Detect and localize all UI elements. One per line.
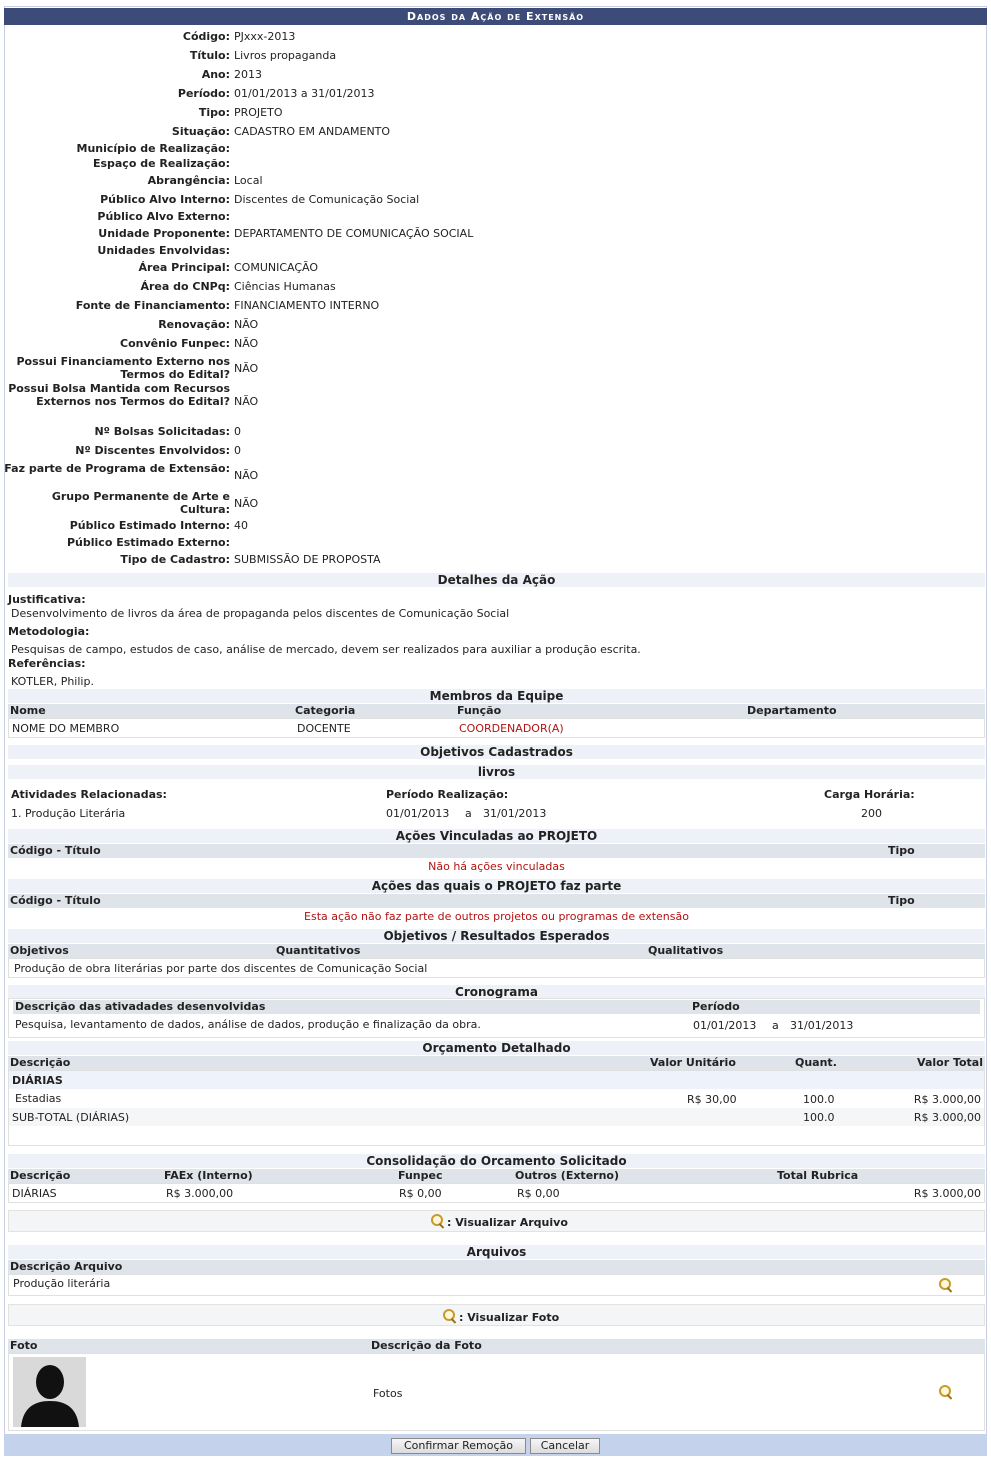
fotos-header (8, 1339, 985, 1353)
field-label: Faz parte de Programa de Extensão: (4, 462, 230, 475)
field-value: DEPARTAMENTO DE COMUNICAÇÃO SOCIAL (234, 227, 474, 240)
field-value: 0 (234, 444, 241, 457)
orcamento-header (8, 1056, 985, 1070)
col-descricao: Descrição (10, 1169, 71, 1182)
resultados-header (8, 944, 985, 958)
acoes-vinculadas-header (8, 844, 985, 858)
col-tipo: Tipo (888, 844, 915, 857)
field-label: Público Estimado Externo: (67, 536, 230, 549)
section-title-objetivos: Objetivos Cadastrados (8, 745, 985, 759)
magnifier-icon (431, 1214, 445, 1228)
section-title-detalhes: Detalhes da Ação (8, 573, 985, 587)
field-label: Tipo: (198, 106, 230, 119)
field-label: Situação: (171, 125, 230, 138)
field-label: Código: (182, 30, 230, 43)
subtotal-quant: 100.0 (803, 1111, 835, 1124)
avatar-silhouette-icon (13, 1357, 86, 1427)
justificativa-label: Justificativa: (8, 593, 86, 606)
consolidacao-header (8, 1169, 985, 1183)
orcamento-item-desc: Estadias (15, 1092, 62, 1105)
field-label: Convênio Funpec: (120, 337, 230, 350)
field-label: Nº Bolsas Solicitadas: (94, 425, 230, 438)
field-value: CADASTRO EM ANDAMENTO (234, 125, 391, 138)
field-value: 2013 (234, 68, 262, 81)
arquivo-descricao: Produção literária (13, 1277, 111, 1290)
field-value: NÃO (234, 318, 259, 331)
col-faex: FAEx (Interno) (164, 1169, 253, 1182)
col-periodo: Período (692, 1000, 740, 1013)
field-value: NÃO (234, 496, 259, 510)
section-title-consolidacao: Consolidação do Orcamento Solicitado (8, 1154, 985, 1168)
col-outros: Outros (Externo) (515, 1169, 619, 1182)
field-value: PROJETO (234, 106, 283, 119)
confirm-removal-button[interactable]: Confirmar Remoção (391, 1438, 526, 1454)
table-row (8, 1274, 985, 1296)
arquivos-header (8, 1260, 985, 1274)
legend-visualizar-arquivo-text: : Visualizar Arquivo (447, 1216, 568, 1229)
table-row (8, 1183, 985, 1203)
orcamento-item-unit: R$ 30,00 (687, 1093, 737, 1106)
col-qualitativos: Qualitativos (648, 944, 724, 957)
resultado-objetivo: Produção de obra literárias por parte dos discentes de Comunicação Social (14, 962, 428, 975)
field-value: FINANCIAMENTO INTERNO (234, 299, 380, 312)
consolidacao-faex: R$ 3.000,00 (166, 1187, 234, 1200)
col-descricao-atividades: Descrição das ativadades desenvolvidas (15, 1000, 266, 1013)
legend-visualizar-foto-text: : Visualizar Foto (459, 1311, 560, 1324)
empty-message: Esta ação não faz parte de outros projetos ou programas de extensão (304, 910, 689, 923)
cronograma-fim: 31/01/2013 (790, 1019, 854, 1032)
metodologia-label: Metodologia: (8, 625, 90, 638)
orcamento-item-total: R$ 3.000,00 (913, 1093, 981, 1106)
page-title: Dados da Ação de Extensão (4, 8, 987, 25)
atividade-carga: 200 (861, 807, 882, 820)
membro-funcao: COORDENADOR(A) (459, 722, 564, 735)
referencias-label: Referências: (8, 657, 86, 670)
cronograma-header (13, 1000, 980, 1014)
field-label: Unidades Envolvidas: (97, 244, 230, 257)
field-value: Discentes de Comunicação Social (234, 193, 420, 206)
consolidacao-desc: DIÁRIAS (12, 1187, 57, 1200)
photo-thumbnail[interactable] (13, 1357, 86, 1427)
col-nome: Nome (10, 704, 46, 717)
metodologia-text: Pesquisas de campo, estudos de caso, análise de mercado, devem ser realizados para auxiliar a produção escrita. (11, 643, 641, 656)
col-descricao-arquivo: Descrição Arquivo (10, 1260, 123, 1273)
col-funpec: Funpec (398, 1169, 443, 1182)
orcamento-body (8, 1070, 985, 1146)
col-objetivos: Objetivos (10, 944, 69, 957)
field-label: Tipo de Cadastro: (120, 553, 230, 566)
col-valor-unitario: Valor Unitário (650, 1056, 736, 1069)
field-label: Período: (177, 87, 230, 100)
foto-descricao: Fotos (373, 1387, 403, 1400)
magnifier-icon (443, 1309, 457, 1323)
section-title-cronograma: Cronograma (8, 985, 985, 999)
view-photo-icon[interactable] (939, 1385, 953, 1399)
justificativa-text: Desenvolvimento de livros da área de propaganda pelos discentes de Comunicação Social (11, 607, 510, 620)
consolidacao-outros: R$ 0,00 (517, 1187, 560, 1200)
col-valor-total: Valor Total (917, 1056, 983, 1069)
field-label: Possui Financiamento Externo nos Termos do Edital? (16, 355, 230, 381)
field-label: Fonte de Financiamento: (75, 299, 230, 312)
field-label: Espaço de Realização: (92, 157, 230, 170)
field-label: Público Estimado Interno: (69, 519, 230, 532)
cronograma-inicio: 01/01/2013 (693, 1019, 757, 1032)
section-title-arquivos: Arquivos (8, 1245, 985, 1259)
empty-message: Não há ações vinculadas (428, 860, 565, 873)
atividades-label: Atividades Relacionadas: (11, 788, 167, 801)
col-descricao-foto: Descrição da Foto (371, 1339, 482, 1352)
consolidacao-total: R$ 3.000,00 (913, 1187, 981, 1200)
section-title-orcamento: Orçamento Detalhado (8, 1041, 985, 1055)
objetivo-subtitle: livros (8, 765, 985, 779)
field-value: SUBMISSÃO DE PROPOSTA (234, 553, 381, 566)
field-value: 01/01/2013 a 31/01/2013 (234, 87, 375, 100)
field-value: NÃO (234, 337, 259, 350)
cronograma-descricao: Pesquisa, levantamento de dados, análise de dados, produção e finalização da obra. (15, 1018, 481, 1031)
col-codigo-titulo: Código - Título (10, 844, 101, 857)
consolidacao-funpec: R$ 0,00 (399, 1187, 442, 1200)
col-funcao: Função (457, 704, 502, 717)
field-value: Livros propaganda (234, 49, 337, 62)
col-total-rubrica: Total Rubrica (777, 1169, 859, 1182)
subtotal-total: R$ 3.000,00 (913, 1111, 981, 1124)
view-file-icon[interactable] (939, 1278, 953, 1292)
cronograma-box (8, 998, 985, 1038)
section-title-acoes-parte: Ações das quais o PROJETO faz parte (8, 879, 985, 893)
col-categoria: Categoria (295, 704, 356, 717)
field-label: Renovação: (158, 318, 230, 331)
field-value: NÃO (234, 361, 259, 375)
table-row (8, 1353, 985, 1431)
field-value: PJxxx-2013 (234, 30, 296, 43)
field-label: Ano: (201, 68, 230, 81)
table-row (8, 718, 985, 738)
field-label: Abrangência: (147, 174, 230, 187)
atividade-fim: 31/01/2013 (483, 807, 547, 820)
legend-visualizar-arquivo (8, 1210, 985, 1232)
orcamento-group: DIÁRIAS (12, 1074, 63, 1087)
cancel-button[interactable]: Cancelar (530, 1438, 600, 1454)
section-title-membros: Membros da Equipe (8, 689, 985, 703)
carga-horaria-label: Carga Horária: (824, 788, 915, 801)
field-value: Ciências Humanas (234, 280, 336, 293)
section-title-resultados: Objetivos / Resultados Esperados (8, 929, 985, 943)
membro-nome: NOME DO MEMBRO (12, 722, 120, 735)
field-label: Município de Realização: (76, 142, 230, 155)
field-label: Público Alvo Externo: (97, 210, 230, 223)
field-label: Nº Discentes Envolvidos: (75, 444, 230, 457)
orcamento-group-row (9, 1071, 984, 1089)
referencias-text: KOTLER, Philip. (11, 675, 94, 688)
acoes-parte-header (8, 894, 985, 908)
field-value: 0 (234, 425, 241, 438)
field-label: Público Alvo Interno: (100, 193, 230, 206)
atividade-a: a (465, 807, 472, 820)
membro-categoria: DOCENTE (297, 722, 351, 735)
orcamento-item-quant: 100.0 (803, 1093, 835, 1106)
subtotal-desc: SUB-TOTAL (DIÁRIAS) (12, 1111, 130, 1124)
table-row (8, 958, 985, 978)
cronograma-a: a (772, 1019, 779, 1032)
field-label: Unidade Proponente: (98, 227, 230, 240)
field-value: Local (234, 174, 263, 187)
col-tipo: Tipo (888, 894, 915, 907)
col-descricao: Descrição (10, 1056, 71, 1069)
field-label: Título: (189, 49, 230, 62)
col-quantitativos: Quantitativos (276, 944, 361, 957)
field-value: 40 (234, 519, 248, 532)
atividade-inicio: 01/01/2013 (386, 807, 450, 820)
orcamento-subtotal-row (9, 1108, 984, 1126)
col-departamento: Departamento (747, 704, 837, 717)
field-label: Área do CNPq: (140, 280, 230, 293)
field-label: Área Principal: (138, 261, 230, 274)
membros-header (8, 704, 985, 718)
field-value: COMUNICAÇÃO (234, 261, 319, 274)
legend-visualizar-foto (8, 1304, 985, 1326)
field-value: NÃO (234, 468, 259, 482)
col-quant: Quant. (795, 1056, 837, 1069)
section-title-acoes-vinculadas: Ações Vinculadas ao PROJETO (8, 829, 985, 843)
field-value: NÃO (234, 395, 259, 408)
field-label: Possui Bolsa Mantida com Recursos Externos nos Termos do Edital? (8, 382, 230, 408)
field-label: Grupo Permanente de Arte e Cultura: (51, 490, 230, 516)
periodo-realizacao-label: Período Realização: (386, 788, 509, 801)
col-codigo-titulo: Código - Título (10, 894, 101, 907)
col-foto: Foto (10, 1339, 38, 1352)
atividade-nome: 1. Produção Literária (11, 807, 126, 820)
